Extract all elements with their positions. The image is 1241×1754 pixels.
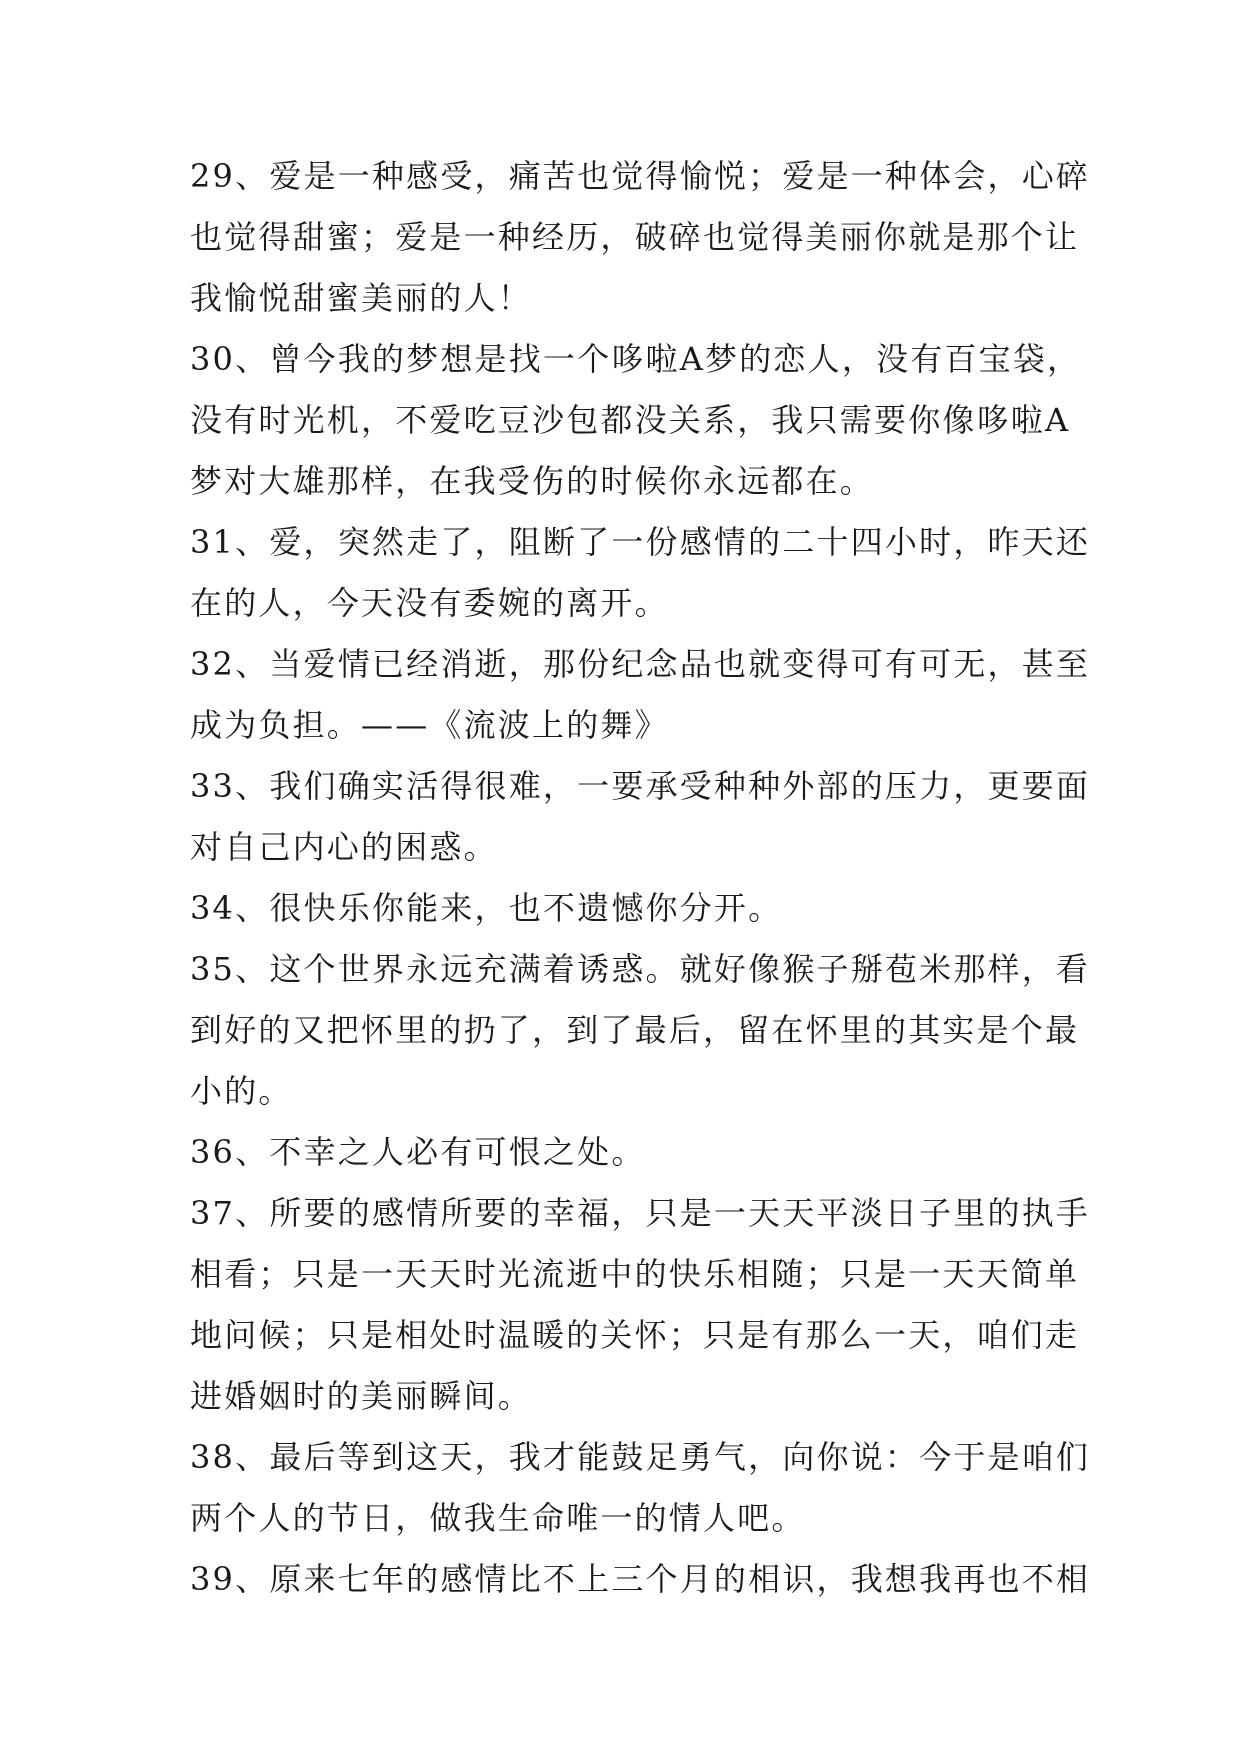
paragraph-31 — [190, 512, 1091, 634]
paragraph-line: 到好的又把怀里的扔了，到了最后，留在怀里的其实是个最 — [190, 1011, 1080, 1049]
paragraph-line: 35、这个世界永远充满着诱惑。就好像猴子掰苞米那样，看 — [190, 950, 1091, 988]
document-page — [190, 146, 1091, 1610]
paragraph-line: 也觉得甜蜜；爱是一种经历，破碎也觉得美丽你就是那个让 — [190, 218, 1080, 256]
paragraph-29 — [190, 146, 1091, 329]
paragraph-line: 梦对大雄那样，在我受伤的时候你永远都在。 — [190, 462, 875, 500]
paragraph-line: 进婚姻时的美丽瞬间。 — [190, 1377, 533, 1415]
paragraph-33 — [190, 756, 1091, 878]
paragraph-line: 小的。 — [190, 1072, 293, 1110]
paragraph-34 — [190, 878, 1068, 939]
paragraph-line: 没有时光机，不爱吃豆沙包都没关系，我只需要你像哆啦A — [190, 401, 1071, 439]
paragraph-30 — [190, 329, 1082, 512]
paragraph-line: 地问候；只是相处时温暖的关怀；只是有那么一天，咱们走 — [190, 1316, 1080, 1354]
paragraph-line: 成为负担。——《流波上的舞》 — [190, 706, 669, 744]
paragraph-36 — [190, 1122, 1068, 1183]
paragraph-38 — [190, 1427, 1091, 1549]
paragraph-line: 相看；只是一天天时光流逝中的快乐相随；只是一天天简单 — [190, 1255, 1080, 1293]
paragraph-line: 32、当爱情已经消逝，那份纪念品也就变得可有可无，甚至 — [190, 645, 1091, 683]
paragraph-35 — [190, 939, 1091, 1122]
paragraph-line: 37、所要的感情所要的幸福，只是一天天平淡日子里的执手 — [190, 1194, 1091, 1232]
paragraph-line: 33、我们确实活得很难，一要承受种种外部的压力，更要面 — [190, 767, 1091, 805]
paragraph-line: 我愉悦甜蜜美丽的人！ — [190, 279, 533, 317]
paragraph-line: 39、原来七年的感情比不上三个月的相识，我想我再也不相 — [190, 1560, 1091, 1598]
paragraph-line: 31、爱，突然走了，阻断了一份感情的二十四小时，昨天还 — [190, 523, 1091, 561]
paragraph-line: 30、曾今我的梦想是找一个哆啦A梦的恋人，没有百宝袋， — [190, 340, 1082, 378]
paragraph-37 — [190, 1183, 1091, 1427]
paragraph-line: 对自己内心的困惑。 — [190, 828, 498, 866]
paragraph-line: 38、最后等到这天，我才能鼓足勇气，向你说：今于是咱们 — [190, 1438, 1091, 1476]
paragraph-line: 29、爱是一种感受，痛苦也觉得愉悦；爱是一种体会，心碎 — [190, 157, 1091, 195]
paragraph-line: 在的人，今天没有委婉的离开。 — [190, 584, 669, 622]
paragraph-line: 36、不幸之人必有可恨之处。 — [190, 1133, 646, 1171]
paragraph-line: 34、很快乐你能来，也不遗憾你分开。 — [190, 889, 783, 927]
paragraph-32 — [190, 634, 1091, 756]
paragraph-39 — [190, 1549, 1091, 1610]
paragraph-line: 两个人的节日，做我生命唯一的情人吧。 — [190, 1499, 806, 1537]
